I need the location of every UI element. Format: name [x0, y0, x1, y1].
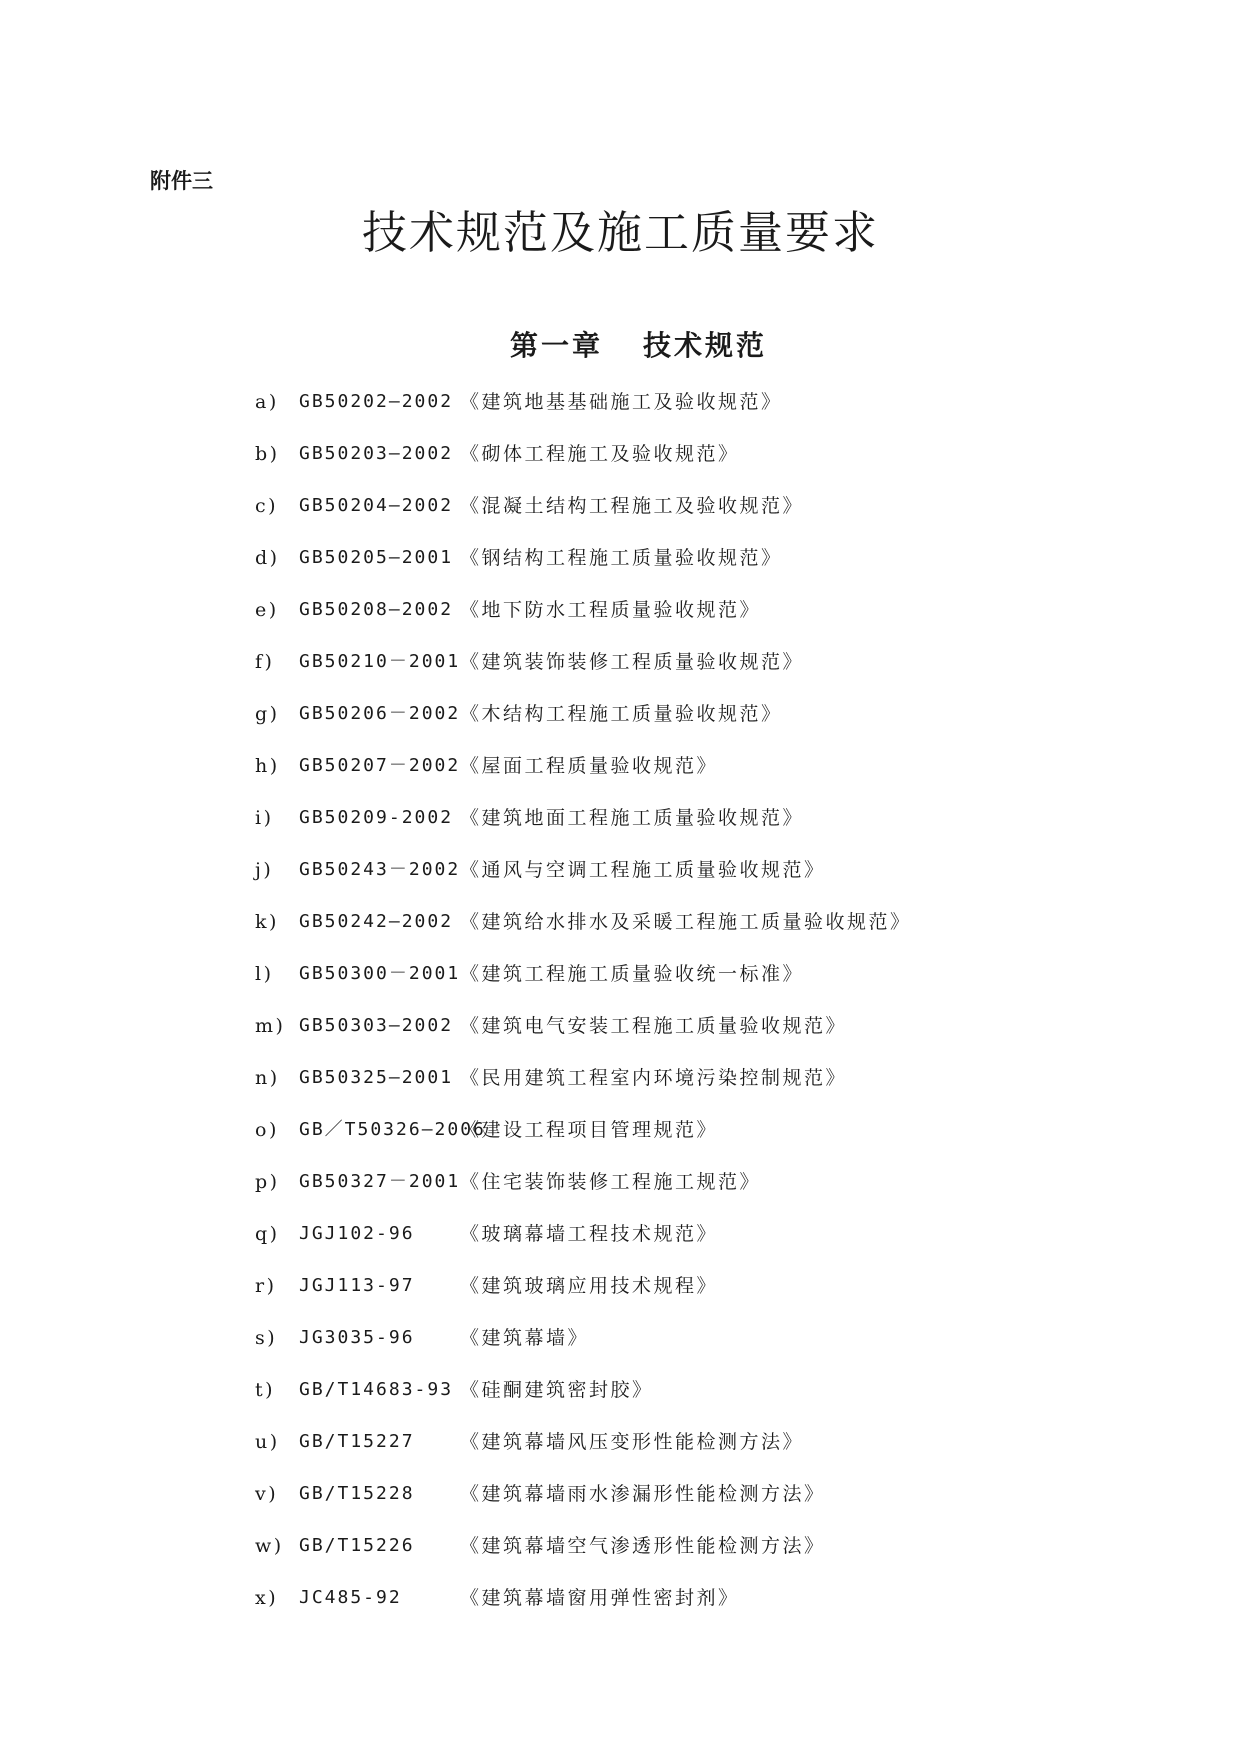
standard-code: GB50205—2001 — [299, 547, 454, 568]
standard-code: GB50327－2001 — [299, 1171, 461, 1192]
standard-letter: h) — [255, 755, 280, 777]
standard-name: 《建筑幕墙雨水渗漏形性能检测方法》 — [460, 1483, 826, 1505]
standard-code: GB50202—2002 — [299, 391, 454, 412]
standard-name: 《建筑幕墙窗用弹性密封剂》 — [460, 1587, 740, 1609]
document-title: 技术规范及施工质量要求 — [361, 206, 879, 259]
standard-code: GB/T15226 — [299, 1535, 415, 1556]
standard-letter: j) — [255, 859, 274, 881]
standard-name: 《建筑地基基础施工及验收规范》 — [460, 391, 783, 413]
standard-name: 《木结构工程施工质量验收规范》 — [460, 703, 783, 725]
standard-letter: t) — [255, 1379, 276, 1401]
standard-name: 《建筑工程施工质量验收统一标准》 — [460, 963, 805, 985]
standard-code: GB50209-2002 — [299, 807, 454, 828]
standard-name: 《民用建筑工程室内环境污染控制规范》 — [460, 1067, 848, 1089]
standard-code: GB/T14683-93 — [299, 1379, 454, 1400]
standard-letter: w) — [255, 1535, 284, 1557]
standard-name: 《通风与空调工程施工质量验收规范》 — [460, 859, 826, 881]
standard-code: JC485-92 — [299, 1587, 402, 1608]
chapter-heading — [510, 328, 767, 364]
standard-letter: d) — [255, 547, 280, 569]
standard-code: JGJ113-97 — [299, 1275, 415, 1296]
standard-letter: v) — [255, 1483, 279, 1505]
standard-name: 《建筑电气安装工程施工质量验收规范》 — [460, 1015, 848, 1037]
standard-code: GB50242—2002 — [299, 911, 454, 932]
standard-letter: e) — [255, 599, 279, 621]
standard-name: 《建设工程项目管理规范》 — [460, 1119, 719, 1141]
standard-code: GB50206－2002 — [299, 703, 461, 724]
standard-name: 《建筑装饰装修工程质量验收规范》 — [460, 651, 805, 673]
standard-code: GB50203—2002 — [299, 443, 454, 464]
standard-name: 《钢结构工程施工质量验收规范》 — [460, 547, 783, 569]
standard-letter: m) — [255, 1015, 286, 1037]
standard-name: 《硅酮建筑密封胶》 — [460, 1379, 654, 1401]
standard-name: 《建筑幕墙风压变形性能检测方法》 — [460, 1431, 805, 1453]
standard-code: GB/T15228 — [299, 1483, 415, 1504]
standard-letter: p) — [255, 1171, 280, 1193]
standard-letter: s) — [255, 1327, 278, 1349]
standard-letter: k) — [255, 911, 279, 933]
standard-code: GB50210－2001 — [299, 651, 461, 672]
standard-code: GB/T15227 — [299, 1431, 415, 1452]
standard-letter: q) — [255, 1223, 280, 1245]
standard-code: GB50300－2001 — [299, 963, 461, 984]
standard-letter: b) — [255, 443, 280, 465]
standard-letter: n) — [255, 1067, 280, 1089]
standard-name: 《地下防水工程质量验收规范》 — [460, 599, 762, 621]
standard-letter: i) — [255, 807, 274, 829]
standard-name: 《混凝土结构工程施工及验收规范》 — [460, 495, 805, 517]
standard-code: GB50243－2002 — [299, 859, 461, 880]
standard-code: GB50204—2002 — [299, 495, 454, 516]
standard-letter: a) — [255, 391, 279, 413]
standard-name: 《建筑幕墙空气渗透形性能检测方法》 — [460, 1535, 826, 1557]
standard-name: 《建筑地面工程施工质量验收规范》 — [460, 807, 805, 829]
standard-code: GB50208—2002 — [299, 599, 454, 620]
standard-code: JGJ102-96 — [299, 1223, 415, 1244]
standard-name: 《建筑给水排水及采暖工程施工质量验收规范》 — [460, 911, 912, 933]
standard-letter: u) — [255, 1431, 280, 1453]
standard-code: GB50207－2002 — [299, 755, 461, 776]
standard-letter: x) — [255, 1587, 279, 1609]
standard-name: 《住宅装饰装修工程施工规范》 — [460, 1171, 762, 1193]
standard-code: JG3035-96 — [299, 1327, 415, 1348]
annex-label: 附件三 — [150, 169, 213, 193]
standard-name: 《砌体工程施工及验收规范》 — [460, 443, 740, 465]
standard-letter: r) — [255, 1275, 277, 1297]
chapter-name: 技术规范 — [643, 329, 768, 362]
standard-code: GB50325—2001 — [299, 1067, 454, 1088]
standard-name: 《屋面工程质量验收规范》 — [460, 755, 719, 777]
standard-name: 《建筑玻璃应用技术规程》 — [460, 1275, 719, 1297]
standard-code: GB／T50326—2006 — [299, 1119, 486, 1140]
standard-letter: f) — [255, 651, 275, 673]
standard-letter: c) — [255, 495, 279, 517]
standard-code: GB50303—2002 — [299, 1015, 454, 1036]
standard-letter: g) — [255, 703, 280, 725]
standard-name: 《玻璃幕墙工程技术规范》 — [460, 1223, 719, 1245]
standard-name: 《建筑幕墙》 — [460, 1327, 590, 1349]
chapter-number: 第一章 — [510, 329, 604, 362]
standard-letter: o) — [255, 1119, 279, 1141]
standard-letter: l) — [255, 963, 274, 985]
